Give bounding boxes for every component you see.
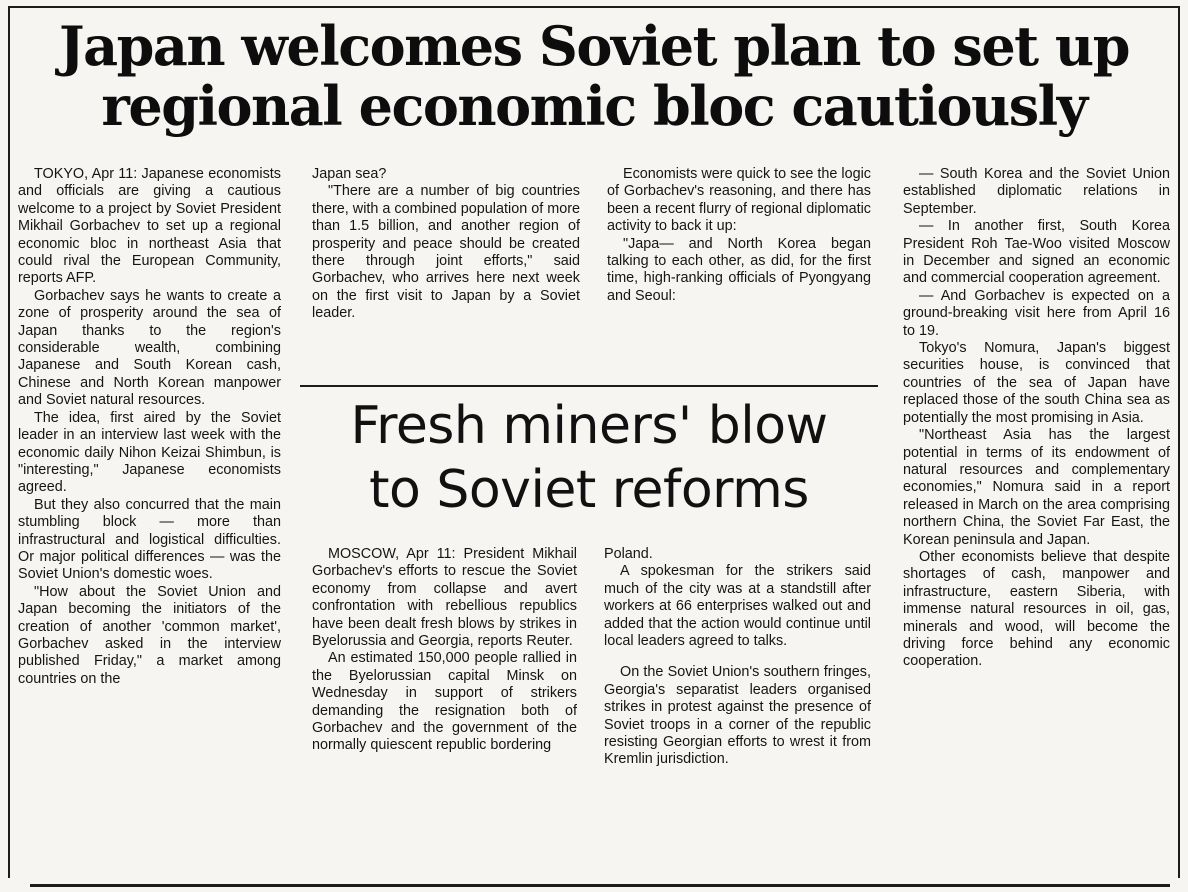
second-headline [300, 394, 878, 522]
paragraph: Japan sea? [312, 166, 387, 182]
paragraph: — And Gorbachev is expected on a ground-breaking visit here from April 16 to 19. [903, 287, 1170, 339]
main-headline-line-1: Japan welcomes Soviet plan to set up [59, 14, 1129, 78]
paragraph: "There are a number of big countries there, with a combined population of more than 1.5 billion, and another region of prosperity and peace should be created there through joint efforts," said Gorbachev, who arrives here next week on the first visit to Japan by a Soviet leader. [312, 183, 580, 322]
paragraph: But they also concurred that the main stumbling block — more than infrastructural and logistical difficulties. Or major political differences — was the Soviet Union's domestic woes. [18, 496, 281, 583]
paragraph: Other economists believe that despite shortages of cash, manpower and infrastructure, eastern Siberia, with immense natural resources in oil, gas, minerals and wood, will become the driving force behind any economic cooperation. [903, 548, 1170, 670]
paragraph: MOSCOW, Apr 11: President Mikhail Gorbachev's efforts to rescue the Soviet economy from collapse and avert confrontation with rebellious republics have been dealt fresh blows by strikes in Byelorussia and Georgia, reports Reuter. [312, 546, 577, 650]
paragraph: "Northeast Asia has the largest potential in terms of its endowment of natural resources and complementary economies," Nomura said in a report released in March on the area comprising northern China, the Soviet Far East, the Korean peninsula and Japan. [903, 427, 1170, 548]
main-headline [14, 16, 1174, 136]
article-1-column-2 [312, 166, 580, 323]
section-divider [300, 385, 878, 387]
article-1-column-3 [607, 166, 871, 305]
frame-bottom-rule [30, 884, 1170, 887]
frame-left-rule [8, 6, 10, 878]
main-headline-line-2: regional economic bloc cautiously [101, 74, 1087, 138]
second-headline-line-2: to Soviet reforms [369, 460, 809, 520]
paragraph: An estimated 150,000 people rallied in the Byelorussian capital Minsk on Wednesday in support of strikers demanding the resignation both of Gorbachev and the government of the normally quiescent republic bordering [312, 650, 577, 754]
paragraph: Economists were quick to see the logic of Gorbachev's reasoning, and there has been a recent flurry of regional diplomatic activity to back it up: [607, 166, 871, 235]
paragraph: "Japa— and North Korea began talking to each other, as did, for the first time, high-ranking officials of Pyongyang and Seoul: [607, 235, 871, 304]
paragraph: Tokyo's Nomura, Japan's biggest securities house, is convinced that countries of the sea of Japan have replaced those of the south China sea as potentially the most promising in Asia. [903, 340, 1170, 426]
paragraph: A spokesman for the strikers said much of the city was at a standstill after workers at 66 enterprises walked out and added that the action would continue until local leaders agreed to talks. [604, 563, 871, 650]
second-headline-line-1: Fresh miners' blow [350, 396, 828, 456]
article-2-column-2 [604, 546, 871, 769]
paragraph: On the Soviet Union's southern fringes, Georgia's separatist leaders organised strikes in protest against the presence of Soviet troops in a corner of the republic resisting Georgian efforts to wrest it from Kremlin jurisdiction. [604, 664, 871, 768]
article-2-column-1 [312, 546, 577, 755]
paragraph: — South Korea and the Soviet Union established diplomatic relations in September. [903, 166, 1170, 217]
article-1-column-1 [18, 166, 281, 688]
frame-right-rule [1178, 6, 1180, 878]
frame-top-rule [8, 6, 1180, 8]
paragraph: Poland. [604, 546, 653, 562]
paragraph: — In another first, South Korea President Roh Tae-Woo visited Moscow in December and signed an economic and commercial cooperation agreement. [903, 218, 1170, 287]
article-1-column-4 [903, 166, 1170, 671]
paragraph: The idea, first aired by the Soviet leader in an interview last week with the economic daily Nihon Keizai Shimbun, is "interesting," Japanese economists agreed. [18, 409, 281, 496]
paragraph: "How about the Soviet Union and Japan becoming the initiators of the creation of another 'common market', Gorbachev asked in the interview published Friday," a market among countries on the [18, 583, 281, 687]
paragraph: TOKYO, Apr 11: Japanese economists and officials are giving a cautious welcome to a project by Soviet President Mikhail Gorbachev to set up a regional economic bloc in northeast Asia that could rival the European Community, reports AFP. [18, 166, 281, 287]
paragraph: Gorbachev says he wants to create a zone of prosperity around the sea of Japan thanks to the region's considerable wealth, combining Japanese and South Korean cash, Chinese and North Korean manpower and Soviet natural resources. [18, 287, 281, 409]
